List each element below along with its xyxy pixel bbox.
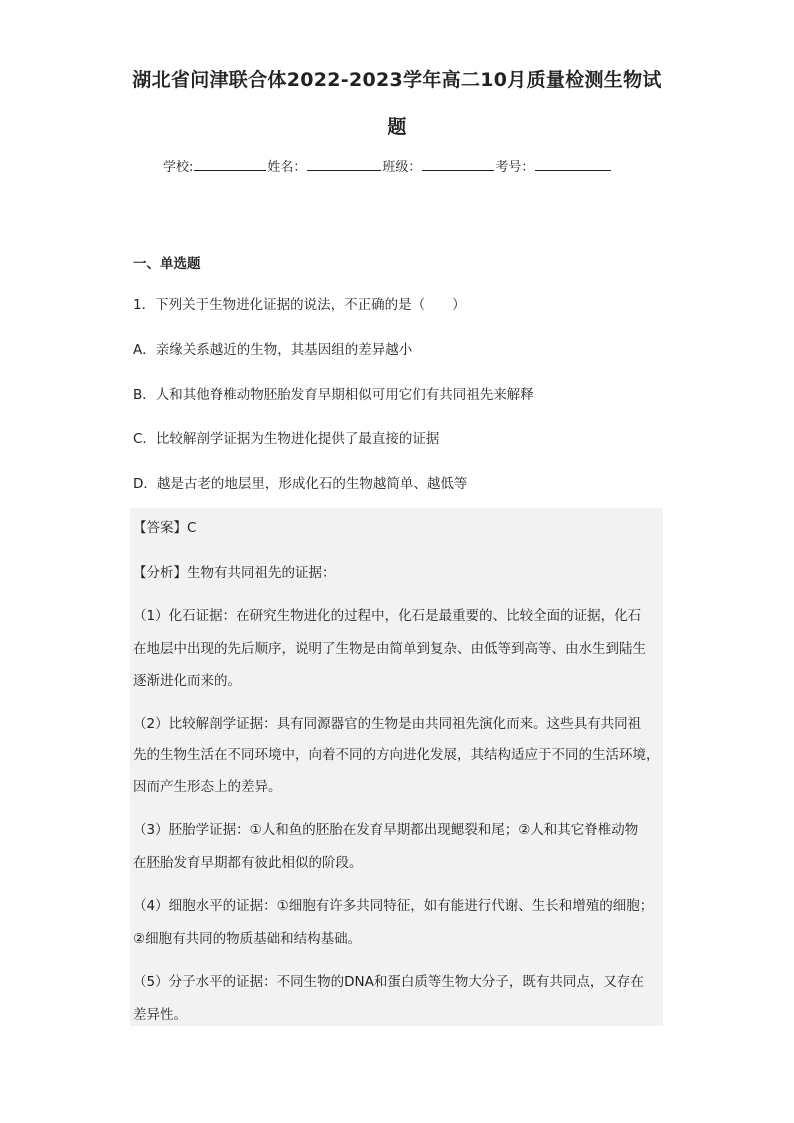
analysis-line: （3）胚胎学证据：①人和鱼的胚胎在发育早期都出现鳃裂和尾；②人和其它脊椎动物	[133, 822, 639, 838]
student-info-row	[163, 156, 612, 175]
question-stem: 1．下列关于生物进化证据的说法，不正确的是（ ）	[133, 297, 466, 313]
name-label: 姓名：	[267, 160, 307, 175]
option-c: C．比较解剖学证据为生物进化提供了最直接的证据	[133, 431, 440, 447]
title-line-1: 湖北省问津联合体2022-2023学年高二10月质量检测生物试	[132, 69, 662, 91]
analysis-line: （1）化石证据：在研究生物进化的过程中，化石是最重要的、比较全面的证据，化石	[133, 608, 642, 624]
number-label: 考号：	[495, 160, 535, 175]
analysis-line: ②细胞有共同的物质基础和结构基础。	[133, 931, 362, 947]
class-label: 班级：	[382, 160, 422, 175]
document-title	[120, 57, 674, 151]
analysis-line: 在胚胎发育早期都有彼此相似的阶段。	[133, 855, 363, 871]
answer-box	[130, 508, 663, 1026]
option-d: D．越是古老的地层里，形成化石的生物越简单、越低等	[133, 476, 468, 492]
analysis-line: 逐渐进化而来的。	[133, 673, 241, 689]
section-title: 一、单选题	[133, 256, 201, 272]
name-blank[interactable]	[307, 158, 381, 171]
analysis-line: 差异性。	[133, 1007, 187, 1023]
title-line-2: 题	[387, 116, 407, 138]
analysis-line: （5）分子水平的证据：不同生物的DNA和蛋白质等生物大分子，既有共同点，又存在	[133, 974, 644, 990]
analysis-line: 因而产生形态上的差异。	[133, 779, 282, 795]
analysis-heading: 【分析】生物有共同祖先的证据：	[133, 565, 336, 581]
class-blank[interactable]	[422, 158, 494, 171]
answer-line: 【答案】C	[133, 520, 197, 536]
analysis-line: （4）细胞水平的证据：①细胞有许多共同特征，如有能进行代谢、生长和增殖的细胞；	[133, 898, 654, 914]
option-b: B．人和其他脊椎动物胚胎发育早期相似可用它们有共同祖先来解释	[133, 387, 534, 403]
number-blank[interactable]	[535, 158, 611, 171]
analysis-line: 在地层中出现的先后顺序，说明了生物是由简单到复杂、由低等到高等、由水生到陆生	[133, 641, 646, 657]
analysis-line: 先的生物生活在不同环境中，向着不同的方向进化发展，其结构适应于不同的生活环境，	[133, 747, 660, 763]
option-a: A．亲缘关系越近的生物，其基因组的差异越小	[133, 342, 413, 358]
school-label: 学校:	[163, 160, 194, 175]
school-blank[interactable]	[194, 158, 266, 171]
analysis-line: （2）比较解剖学证据：具有同源器官的生物是由共同祖先演化而来。这些具有共同祖	[133, 716, 642, 732]
